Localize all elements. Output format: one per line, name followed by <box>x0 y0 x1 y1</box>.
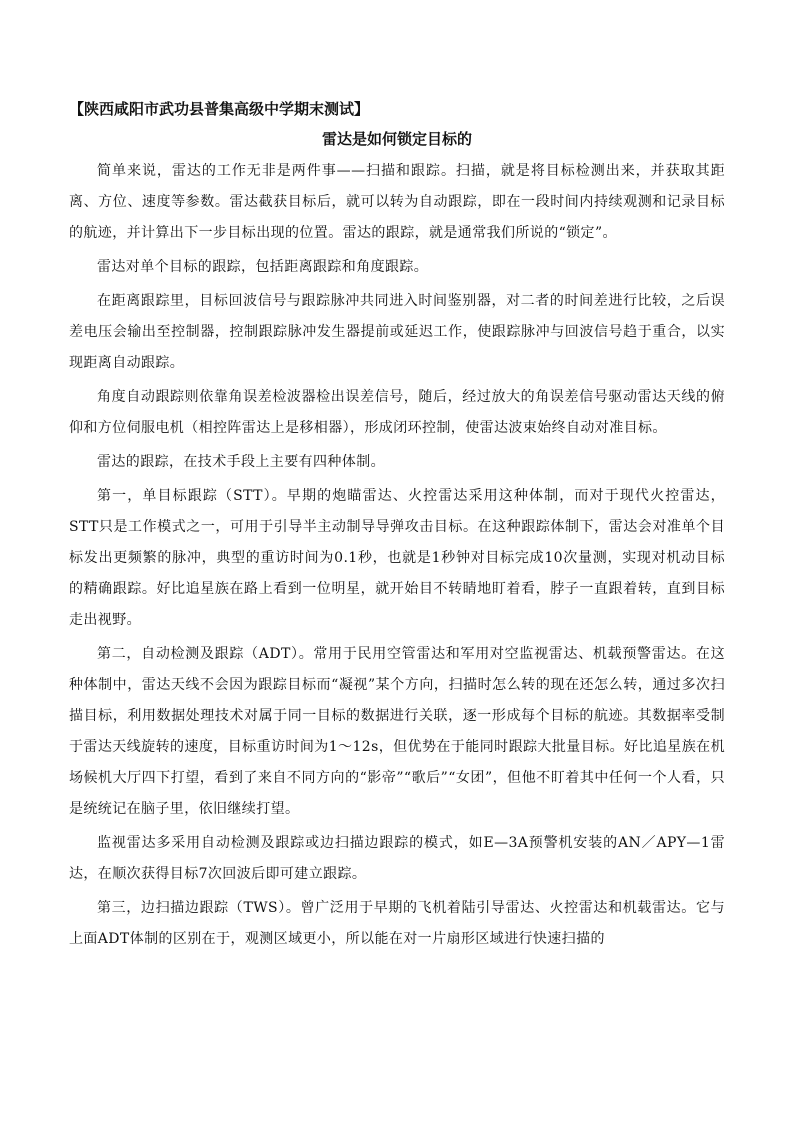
article-title: 雷达是如何锁定目标的 <box>321 130 472 148</box>
paragraph: 第一，单目标跟踪（STT）。早期的炮瞄雷达、火控雷达采用这种体制，而对于现代火控雷达，STT只是工作模式之一，可用于引导半主动制导导弹攻击目标。在这种跟踪体制下，雷达会对准单个目标发出更频繁的脉冲，典型的重访时间为0.1秒，也就是1秒钟对目标完成10次量测，实现对机动目标的精确跟踪。好比追星族在路上看到一位明星，就开始目不转睛地盯着看，脖子一直跟着转，直到目标走出视野。 <box>69 488 725 628</box>
paragraph: 在距离跟踪里，目标回波信号与跟踪脉冲共同进入时间鉴别器，对二者的时间差进行比较，之后误差电压会输出至控制器，控制跟踪脉冲发生器提前或延迟工作，使跟踪脉冲与回波信号趋于重合，以实现距离自动跟踪。 <box>69 293 725 371</box>
paragraph: 第二，自动检测及跟踪（ADT）。常用于民用空管雷达和军用对空监视雷达、机载预警雷达。在这种体制中，雷达天线不会因为跟踪目标而“凝视”某个方向，扫描时怎么转的现在还怎么转，通过多次扫描目标，利用数据处理技术对属于同一目标的数据进行关联，逐一形成每个目标的航迹。其数据率受制于雷达天线旋转的速度，目标重访时间为1～12s，但优势在于能同时跟踪大批量目标。好比追星族在机场候机大厅四下打望，看到了来自不同方向的“影帝”“歌后”“女团”，但他不盯着其中任何一个人看，只是统统记在脑子里，依旧继续打望。 <box>69 646 725 817</box>
document-page <box>69 96 725 955</box>
paragraph: 第三，边扫描边跟踪（TWS）。曾广泛用于早期的飞机着陆引导雷达、火控雷达和机载雷达。它与上面ADT体制的区别在于，观测区域更小，所以能在对一片扇形区域进行快速扫描的 <box>69 900 725 947</box>
paragraph: 雷达的跟踪，在技术手段上主要有四种体制。 <box>97 454 385 470</box>
paragraph: 监视雷达多采用自动检测及跟踪或边扫描边跟踪的模式，如E—3A预警机安装的AN／APY—1雷达，在顺次获得目标7次回波后即可建立跟踪。 <box>69 835 725 882</box>
paragraph: 简单来说，雷达的工作无非是两件事——扫描和跟踪。扫描，就是将目标检测出来，并获取其距离、方位、速度等参数。雷达截获目标后，就可以转为自动跟踪，即在一段时间内持续观测和记录目标的航迹，并计算出下一步目标出现的位置。雷达的跟踪，就是通常我们所说的“锁定”。 <box>69 163 725 241</box>
paragraph: 角度自动跟踪则依靠角误差检波器检出误差信号，随后，经过放大的角误差信号驱动雷达天线的俯仰和方位伺服电机（相控阵雷达上是移相器），形成闭环控制，使雷达波束始终自动对准目标。 <box>69 389 725 436</box>
source-label: 【陕西咸阳市武功县普集高级中学期末测试】 <box>69 100 370 118</box>
paragraph: 雷达对单个目标的跟踪，包括距离跟踪和角度跟踪。 <box>97 259 429 275</box>
